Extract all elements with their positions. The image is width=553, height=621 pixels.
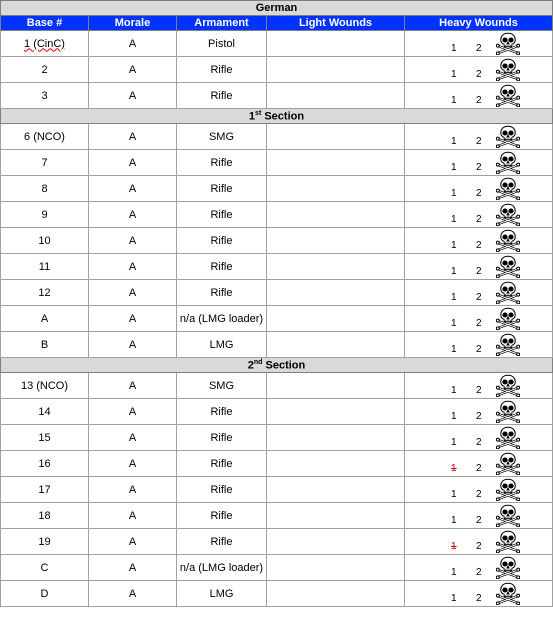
cell-morale: A	[89, 425, 177, 451]
skull-crossbones-icon	[496, 504, 520, 527]
wound-level-1: 1	[451, 593, 457, 604]
cell-armament: Rifle	[177, 202, 267, 228]
cell-morale: A	[89, 83, 177, 109]
cell-armament: LMG	[177, 581, 267, 607]
table-row	[1, 57, 553, 83]
wound-level-2: 2	[476, 43, 482, 54]
cell-heavy-wounds[interactable]	[405, 477, 553, 503]
cell-morale: A	[89, 202, 177, 228]
skull-crossbones-icon	[496, 400, 520, 423]
header-row	[1, 16, 553, 31]
col-header-heavy-wounds: Heavy Wounds	[405, 16, 553, 31]
section-header-row	[1, 358, 553, 373]
cell-morale: A	[89, 176, 177, 202]
cell-armament: Rifle	[177, 399, 267, 425]
cell-base: D	[1, 581, 89, 607]
cell-heavy-wounds[interactable]	[405, 503, 553, 529]
cell-light-wounds[interactable]	[267, 150, 405, 176]
wound-level-2: 2	[476, 463, 482, 474]
cell-armament: Rifle	[177, 451, 267, 477]
skull-crossbones-icon	[496, 125, 520, 148]
skull-crossbones-icon	[496, 255, 520, 278]
skull-crossbones-icon	[496, 177, 520, 200]
section-number: 1	[248, 110, 256, 123]
cell-light-wounds[interactable]	[267, 254, 405, 280]
wound-level-1: 1	[451, 292, 457, 303]
wound-level-1: 1	[451, 385, 457, 396]
skull-crossbones-icon	[496, 333, 520, 356]
skull-crossbones-icon	[496, 374, 520, 397]
table-row	[1, 83, 553, 109]
wound-level-1: 1	[451, 541, 457, 552]
cell-base: A	[1, 306, 89, 332]
wound-level-1: 1	[451, 69, 457, 80]
skull-crossbones-icon	[496, 151, 520, 174]
cell-armament: LMG	[177, 332, 267, 358]
cell-base: 15	[1, 425, 89, 451]
skull-crossbones-icon	[496, 84, 520, 107]
cell-heavy-wounds[interactable]	[405, 425, 553, 451]
cell-morale: A	[89, 451, 177, 477]
cell-armament: Rifle	[177, 57, 267, 83]
wound-level-1: 1	[451, 567, 457, 578]
col-header-base: Base #	[1, 16, 89, 31]
col-header-light-wounds: Light Wounds	[267, 16, 405, 31]
cell-armament: Rifle	[177, 503, 267, 529]
table-row	[1, 150, 553, 176]
cell-base: 12	[1, 280, 89, 306]
table-row	[1, 399, 553, 425]
wound-level-2: 2	[476, 95, 482, 106]
cell-base: 13 (NCO)	[1, 373, 89, 399]
cell-armament: Rifle	[177, 83, 267, 109]
wound-level-1: 1	[451, 188, 457, 199]
cell-armament: Rifle	[177, 425, 267, 451]
cell-morale: A	[89, 57, 177, 83]
cell-armament: Pistol	[177, 31, 267, 57]
wound-level-2: 2	[476, 69, 482, 80]
table-row	[1, 31, 553, 57]
wound-level-1: 1	[451, 344, 457, 355]
cell-armament: Rifle	[177, 477, 267, 503]
wound-level-2: 2	[476, 162, 482, 173]
wound-level-2: 2	[476, 567, 482, 578]
cell-base: 19	[1, 529, 89, 555]
cell-morale: A	[89, 31, 177, 57]
skull-crossbones-icon	[496, 582, 520, 605]
cell-heavy-wounds[interactable]	[405, 228, 553, 254]
cell-morale: A	[89, 306, 177, 332]
cell-light-wounds[interactable]	[267, 124, 405, 150]
wound-level-1: 1	[451, 318, 457, 329]
cell-base: 9	[1, 202, 89, 228]
cell-light-wounds[interactable]	[267, 332, 405, 358]
cell-heavy-wounds[interactable]	[405, 254, 553, 280]
cell-morale: A	[89, 150, 177, 176]
cell-base: 18	[1, 503, 89, 529]
cell-base: 1 (CinC)	[1, 31, 89, 57]
cell-armament: Rifle	[177, 150, 267, 176]
table-row	[1, 176, 553, 202]
cell-base: 7	[1, 150, 89, 176]
cell-light-wounds[interactable]	[267, 306, 405, 332]
table-row	[1, 529, 553, 555]
cell-light-wounds[interactable]	[267, 425, 405, 451]
table-row	[1, 425, 553, 451]
section-title	[1, 358, 553, 373]
wound-level-2: 2	[476, 292, 482, 303]
wound-level-1: 1	[451, 515, 457, 526]
cell-armament: Rifle	[177, 529, 267, 555]
skull-crossbones-icon	[496, 452, 520, 475]
table-row	[1, 202, 553, 228]
cell-morale: A	[89, 124, 177, 150]
table-row	[1, 306, 553, 332]
cell-morale: A	[89, 254, 177, 280]
wound-level-1: 1	[451, 437, 457, 448]
wound-level-1: 1	[451, 489, 457, 500]
cell-morale: A	[89, 332, 177, 358]
cell-heavy-wounds[interactable]	[405, 451, 553, 477]
skull-crossbones-icon	[496, 32, 520, 55]
cell-heavy-wounds[interactable]	[405, 150, 553, 176]
cell-heavy-wounds[interactable]	[405, 399, 553, 425]
table-row	[1, 581, 553, 607]
skull-crossbones-icon	[496, 203, 520, 226]
section-ordinal: nd	[253, 358, 263, 366]
wound-level-1: 1	[451, 136, 457, 147]
table-row	[1, 503, 553, 529]
table-row	[1, 254, 553, 280]
cell-heavy-wounds[interactable]	[405, 529, 553, 555]
cell-base: 3	[1, 83, 89, 109]
cell-heavy-wounds[interactable]	[405, 332, 553, 358]
cell-morale: A	[89, 228, 177, 254]
table-row	[1, 332, 553, 358]
cell-base: C	[1, 555, 89, 581]
wound-level-1: 1	[451, 214, 457, 225]
section-label: Section	[261, 110, 305, 123]
section-number: 2	[247, 359, 254, 372]
cell-base: 14	[1, 399, 89, 425]
skull-crossbones-icon	[496, 478, 520, 501]
wound-level-1: 1	[451, 463, 457, 474]
cell-morale: A	[89, 477, 177, 503]
cell-heavy-wounds[interactable]	[405, 581, 553, 607]
cell-light-wounds[interactable]	[267, 202, 405, 228]
wound-level-2: 2	[476, 266, 482, 277]
cell-morale: A	[89, 555, 177, 581]
cell-armament: Rifle	[177, 254, 267, 280]
cell-armament: Rifle	[177, 176, 267, 202]
cell-heavy-wounds[interactable]	[405, 280, 553, 306]
cell-morale: A	[89, 373, 177, 399]
table-row	[1, 555, 553, 581]
cell-light-wounds[interactable]	[267, 399, 405, 425]
wound-level-2: 2	[476, 411, 482, 422]
wound-level-2: 2	[476, 385, 482, 396]
wound-level-2: 2	[476, 240, 482, 251]
skull-crossbones-icon	[496, 281, 520, 304]
cell-armament: n/a (LMG loader)	[177, 306, 267, 332]
table-row	[1, 124, 553, 150]
cell-light-wounds[interactable]	[267, 451, 405, 477]
cell-morale: A	[89, 503, 177, 529]
skull-crossbones-icon	[496, 426, 520, 449]
cell-light-wounds[interactable]	[267, 555, 405, 581]
table-row	[1, 228, 553, 254]
cell-armament: n/a (LMG loader)	[177, 555, 267, 581]
table-row	[1, 280, 553, 306]
cell-base: 8	[1, 176, 89, 202]
wound-level-1: 1	[451, 266, 457, 277]
wound-level-1: 1	[451, 162, 457, 173]
wound-level-2: 2	[476, 593, 482, 604]
section-header-row	[1, 109, 553, 124]
table-row	[1, 451, 553, 477]
cell-heavy-wounds[interactable]	[405, 83, 553, 109]
wound-level-1: 1	[451, 95, 457, 106]
cell-light-wounds[interactable]	[267, 31, 405, 57]
cell-heavy-wounds[interactable]	[405, 57, 553, 83]
skull-crossbones-icon	[496, 307, 520, 330]
cell-base: 16	[1, 451, 89, 477]
wound-level-2: 2	[476, 437, 482, 448]
table-title-row	[1, 1, 553, 16]
cell-light-wounds[interactable]	[267, 228, 405, 254]
col-header-morale: Morale	[89, 16, 177, 31]
cell-heavy-wounds[interactable]	[405, 306, 553, 332]
wound-level-2: 2	[476, 344, 482, 355]
wound-level-2: 2	[476, 136, 482, 147]
wound-level-1: 1	[451, 43, 457, 54]
col-header-armament: Armament	[177, 16, 267, 31]
cell-base: 17	[1, 477, 89, 503]
cell-heavy-wounds[interactable]	[405, 555, 553, 581]
cell-morale: A	[89, 581, 177, 607]
cell-light-wounds[interactable]	[267, 83, 405, 109]
skull-crossbones-icon	[496, 229, 520, 252]
cell-base: 6 (NCO)	[1, 124, 89, 150]
cell-light-wounds[interactable]	[267, 477, 405, 503]
cell-light-wounds[interactable]	[267, 581, 405, 607]
cell-heavy-wounds[interactable]	[405, 176, 553, 202]
wound-level-1: 1	[451, 240, 457, 251]
skull-crossbones-icon	[496, 556, 520, 579]
cell-morale: A	[89, 399, 177, 425]
wound-level-2: 2	[476, 489, 482, 500]
cell-base: 2	[1, 57, 89, 83]
table-row	[1, 373, 553, 399]
cell-armament: Rifle	[177, 280, 267, 306]
wound-level-2: 2	[476, 515, 482, 526]
wound-level-2: 2	[476, 541, 482, 552]
wound-level-1: 1	[451, 411, 457, 422]
cell-base: B	[1, 332, 89, 358]
cell-light-wounds[interactable]	[267, 373, 405, 399]
skull-crossbones-icon	[496, 530, 520, 553]
cell-light-wounds[interactable]	[267, 503, 405, 529]
cell-armament: SMG	[177, 373, 267, 399]
cell-light-wounds[interactable]	[267, 57, 405, 83]
cell-morale: A	[89, 280, 177, 306]
wound-level-2: 2	[476, 188, 482, 199]
cell-base: 10	[1, 228, 89, 254]
cell-heavy-wounds[interactable]	[405, 31, 553, 57]
section-label: Section	[262, 359, 306, 372]
cell-heavy-wounds[interactable]	[405, 202, 553, 228]
cell-armament: SMG	[177, 124, 267, 150]
cell-light-wounds[interactable]	[267, 176, 405, 202]
cell-light-wounds[interactable]	[267, 280, 405, 306]
table-title: German	[1, 1, 553, 16]
wound-level-2: 2	[476, 214, 482, 225]
section-ordinal: st	[255, 109, 262, 117]
skull-crossbones-icon	[496, 58, 520, 81]
cell-heavy-wounds[interactable]	[405, 373, 553, 399]
cell-armament: Rifle	[177, 228, 267, 254]
cell-heavy-wounds[interactable]	[405, 124, 553, 150]
cell-base: 11	[1, 254, 89, 280]
cell-morale: A	[89, 529, 177, 555]
section-title	[1, 109, 553, 124]
cell-light-wounds[interactable]	[267, 529, 405, 555]
table-row	[1, 477, 553, 503]
wound-level-2: 2	[476, 318, 482, 329]
